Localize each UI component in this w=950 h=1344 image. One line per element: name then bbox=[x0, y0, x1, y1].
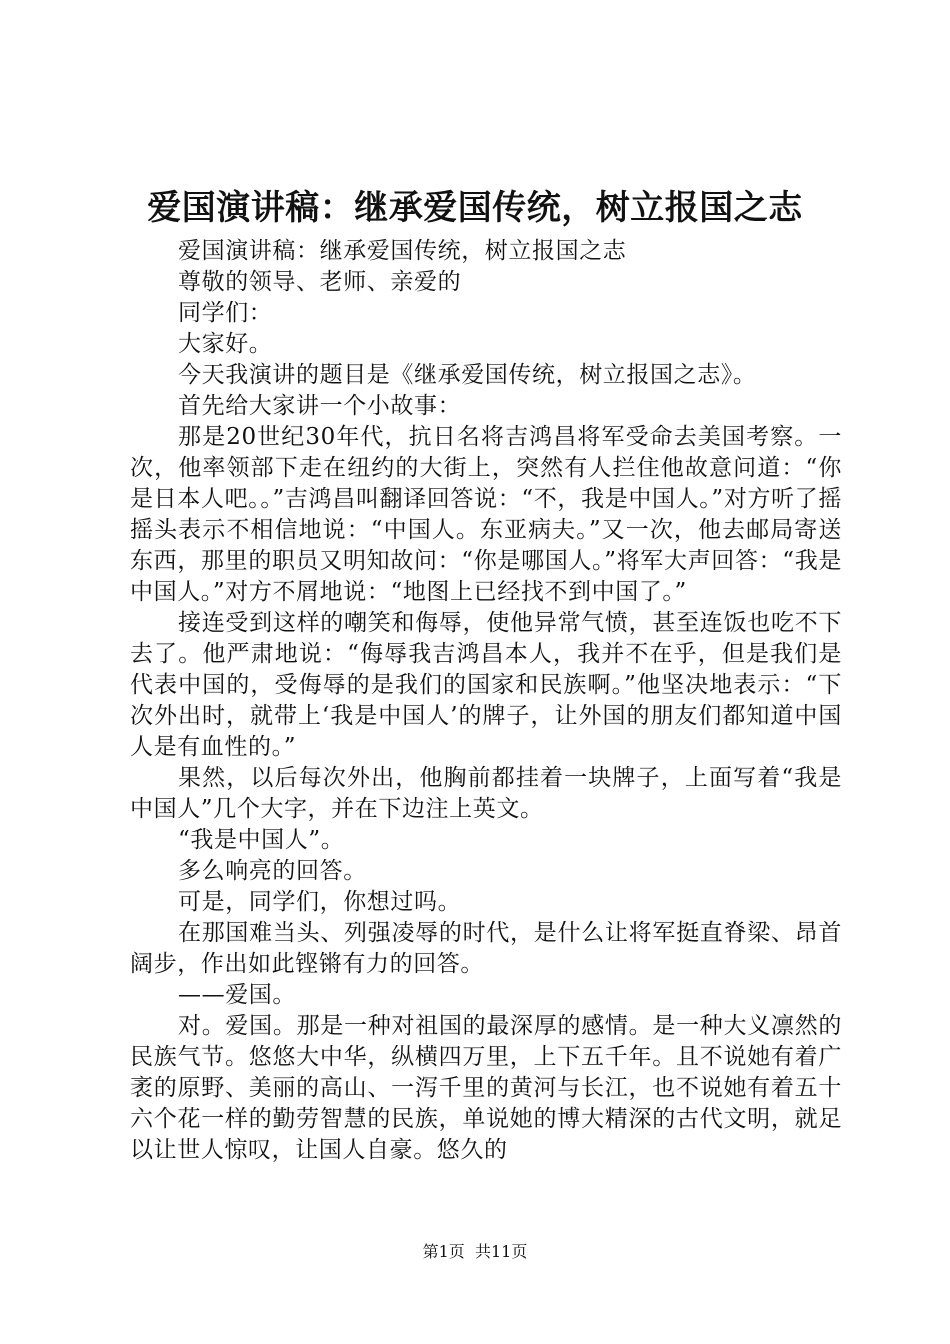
paragraph: 同学们： bbox=[178, 300, 273, 326]
paragraph: 那是20世纪30年代，抗日名将吉鸿昌将军受命去美国考察。一次，他率领部下走在纽约的大街上，突然有人拦住他故意问道：“你是日本人吧。。”吉鸿昌叫翻译回答说：“不，我是中国人。”对方听了摇摇头表示不相信地说：“中国人。东亚病夫。”又一次，他去邮局寄送东西，那里的职员又明知故问：“你是哪国人。”将军大声回答：“我是中国人。”对方不屑地说：“地图上已经找不到中国了。” bbox=[130, 424, 842, 605]
page-total: 共11页 bbox=[474, 1242, 528, 1261]
paragraph: 对。爱国。那是一种对祖国的最深厚的感情。是一种大义凛然的民族气节。悠悠大中华，纵横四万里，上下五千年。且不说她有着广袤的原野、美丽的高山、一泻千里的黄河与长江，也不说她有着五十六个花一样的勤劳智慧的民族，单说她的博大精深的古代文明，就足以让世人惊叹，让国人自豪。悠久的 bbox=[130, 1013, 842, 1163]
paragraph: 在那国难当头、列强凌辱的时代，是什么让将军挺直脊梁、昂首阔步，作出如此铿锵有力的回答。 bbox=[130, 920, 842, 977]
paragraph: 可是，同学们，你想过吗。 bbox=[178, 889, 462, 915]
document-body bbox=[130, 236, 842, 1166]
page-number: 第1页 bbox=[422, 1242, 465, 1261]
paragraph: 首先给大家讲一个小故事： bbox=[178, 393, 462, 419]
paragraph: 爱国演讲稿：继承爱国传统，树立报国之志 bbox=[178, 238, 627, 264]
paragraph: 果然，以后每次外出，他胸前都挂着一块牌子，上面写着“我是中国人”几个大字，并在下边注上英文。 bbox=[130, 765, 842, 822]
paragraph: 多么响亮的回答。 bbox=[178, 858, 367, 884]
paragraph: 今天我演讲的题目是《继承爱国传统，树立报国之志》。 bbox=[178, 362, 757, 388]
paragraph: “我是中国人”。 bbox=[178, 827, 345, 853]
paragraph: 接连受到这样的嘲笑和侮辱，使他异常气愤，甚至连饭也吃不下去了。他严肃地说：“侮辱我吉鸿昌本人，我并不在乎，但是我们是代表中国的，受侮辱的是我们的国家和民族啊。”他坚决地表示：“下次外出时，就带上‘我是中国人’的牌子，让外国的朋友们都知道中国人是有血性的。” bbox=[130, 610, 842, 760]
document-title: 爱国演讲稿：继承爱国传统，树立报国之志 bbox=[147, 188, 803, 228]
paragraph: ——爱国。 bbox=[178, 982, 296, 1008]
paragraph: 尊敬的领导、老师、亲爱的 bbox=[178, 269, 462, 295]
page-footer bbox=[0, 1242, 950, 1262]
paragraph: 大家好。 bbox=[178, 331, 273, 357]
